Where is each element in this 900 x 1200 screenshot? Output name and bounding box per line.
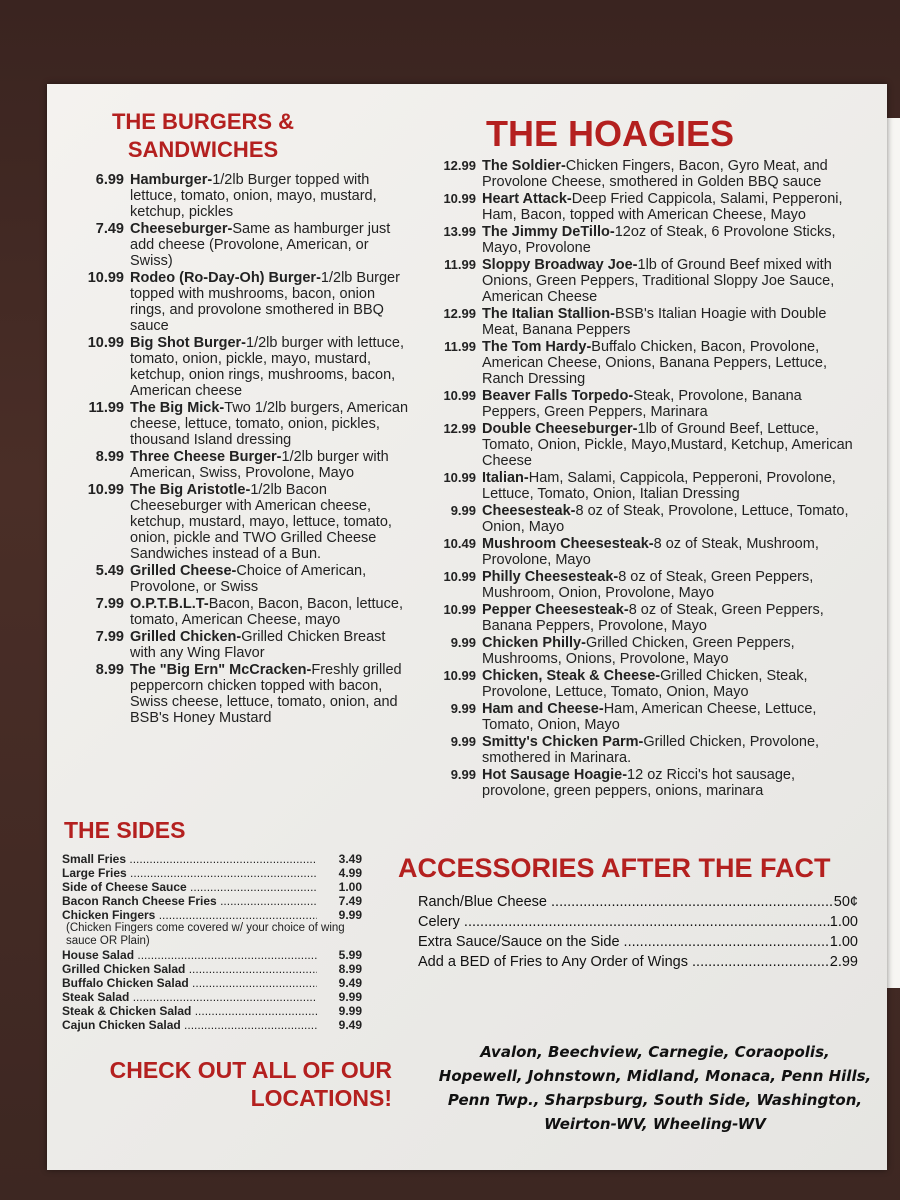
side-item-name: Cajun Chicken Salad ..... xyxy=(62,1018,317,1032)
side-item-price: 7.49 xyxy=(338,894,362,908)
side-item-price: 9.49 xyxy=(338,976,362,990)
burger-item-price: 7.49 xyxy=(95,221,124,237)
hoagie-item-price: 11.99 xyxy=(444,339,476,354)
side-item-name: Bacon Ranch Cheese Fries ..... xyxy=(62,894,317,908)
hoagie-item-price: 10.49 xyxy=(443,536,476,551)
hoagie-item-name: Italian- xyxy=(482,470,529,486)
burger-item-text xyxy=(130,400,411,448)
hoagie-item-text xyxy=(482,536,855,568)
burger-item-price: 7.99 xyxy=(95,596,124,612)
hoagie-item-price: 9.99 xyxy=(450,734,476,749)
side-item xyxy=(62,976,362,990)
accessory-item-name: Add a BED of Fries to Any Order of Wings ..... xyxy=(418,952,830,972)
accessories-heading: ACCESSORIES AFTER THE FACT xyxy=(398,853,831,883)
side-item-name: Large Fries ..... xyxy=(62,866,317,880)
hoagies-list xyxy=(440,158,855,799)
hoagie-item-description: 12 oz Ricci's hot sausage, provolone, green peppers, onions, marinara xyxy=(482,767,796,799)
location-line: Penn Twp., Sharpsburg, South Side, Washington, xyxy=(447,1091,863,1109)
hoagie-item-name: Chicken Philly- xyxy=(482,635,586,651)
burger-item-text xyxy=(130,596,411,628)
burger-item xyxy=(66,449,411,481)
burger-item-price: 10.99 xyxy=(87,482,124,498)
burger-item-description: Same as hamburger just add cheese (Provolone, American, or Swiss) xyxy=(130,221,391,269)
hoagie-item xyxy=(440,767,855,799)
hoagie-item xyxy=(440,224,855,256)
burger-item-name: The Big Mick- xyxy=(130,400,225,416)
side-item-price: 1.00 xyxy=(338,880,362,894)
hoagie-item-name: Hot Sausage Hoagie- xyxy=(482,767,628,783)
hoagie-item-price: 13.99 xyxy=(443,224,476,239)
location-line: Weirton-WV, Wheeling-WV xyxy=(544,1115,766,1133)
hoagie-item-description: 8 oz of Steak, Provolone, Lettuce, Tomato, Onion, Mayo xyxy=(482,503,849,535)
hoagie-item-name: Beaver Falls Torpedo- xyxy=(482,388,634,404)
hoagie-item-price: 10.99 xyxy=(443,668,476,683)
hoagie-item-price: 9.99 xyxy=(450,701,476,716)
hoagie-item-price: 12.99 xyxy=(443,306,476,321)
hoagie-item-description: Deep Fried Cappicola, Salami, Pepperoni, Ham, Bacon, topped with American Cheese, Mayo xyxy=(482,191,843,223)
hoagie-item-description: 8 oz of Steak, Green Peppers, Banana Peppers, Provolone, Mayo xyxy=(482,602,824,634)
locations-list xyxy=(432,1040,878,1136)
hoagie-item-price: 10.99 xyxy=(443,602,476,617)
hoagie-item-name: Heart Attack- xyxy=(482,191,572,207)
side-item xyxy=(62,990,362,1004)
hoagie-item-text xyxy=(482,668,855,700)
burgers-heading: THE BURGERS & SANDWICHES xyxy=(111,109,295,162)
hoagie-item-text xyxy=(482,734,855,766)
hoagies-heading: THE HOAGIES xyxy=(486,113,735,154)
hoagie-item-text xyxy=(482,421,855,469)
hoagie-item xyxy=(440,569,855,601)
side-item-price: 9.99 xyxy=(338,908,362,922)
burgers-section xyxy=(66,108,411,727)
hoagie-item-text xyxy=(482,503,855,535)
burger-item xyxy=(66,172,411,220)
burger-item-text xyxy=(130,270,411,334)
hoagie-item-name: Ham and Cheese- xyxy=(482,701,604,717)
hoagie-item-price: 10.99 xyxy=(443,569,476,584)
accessory-item-price: 2.99 xyxy=(829,954,858,970)
hoagie-item-name: Smitty's Chicken Parm- xyxy=(482,734,644,750)
hoagie-item-text xyxy=(482,224,855,256)
side-item-price: 9.99 xyxy=(338,990,362,1004)
burgers-list xyxy=(66,172,411,726)
hoagie-item xyxy=(440,388,855,420)
burger-item-name: Big Shot Burger- xyxy=(130,335,246,351)
hoagie-item-text xyxy=(482,158,855,190)
hoagie-item-price: 11.99 xyxy=(444,257,476,272)
side-item-price: 8.99 xyxy=(338,962,362,976)
burger-item-text xyxy=(130,563,411,595)
burger-item-price: 10.99 xyxy=(87,270,124,286)
hoagie-item xyxy=(440,668,855,700)
burger-item-name: The "Big Ern" McCracken- xyxy=(130,662,312,678)
hoagie-item xyxy=(440,306,855,338)
hoagie-item-price: 9.99 xyxy=(450,767,476,782)
hoagie-item-text xyxy=(482,767,855,799)
burger-item xyxy=(66,662,411,726)
side-item xyxy=(62,962,362,976)
side-item-price: 9.99 xyxy=(338,1004,362,1018)
side-item xyxy=(62,948,362,962)
side-item-name: Steak & Chicken Salad ..... xyxy=(62,1004,317,1018)
hoagie-item-name: The Soldier- xyxy=(482,158,566,174)
hoagie-item xyxy=(440,339,855,387)
hoagie-item-price: 9.99 xyxy=(450,503,476,518)
burger-item-description: Bacon, Bacon, Bacon, lettuce, tomato, American Cheese, mayo xyxy=(130,596,403,628)
hoagie-item-description: 1lb of Ground Beef mixed with Onions, Green Peppers, Traditional Sloppy Joe Sauce, American Cheese xyxy=(482,257,835,305)
burger-item-price: 8.99 xyxy=(95,449,124,465)
side-item xyxy=(62,894,362,908)
hoagie-item-price: 9.99 xyxy=(450,635,476,650)
hoagie-item-price: 10.99 xyxy=(443,191,476,206)
accessory-item xyxy=(418,932,858,952)
burger-item-name: Grilled Chicken- xyxy=(130,629,242,645)
burger-item-name: Hamburger- xyxy=(130,172,213,188)
location-line: Avalon, Beechview, Carnegie, Coraopolis, xyxy=(480,1043,830,1061)
hoagie-item-text xyxy=(482,388,855,420)
hoagie-item-text xyxy=(482,569,855,601)
hoagie-item xyxy=(440,470,855,502)
accessory-item xyxy=(418,892,858,912)
burger-item xyxy=(66,482,411,562)
burger-item-price: 8.99 xyxy=(95,662,124,678)
side-item-price: 3.49 xyxy=(338,852,362,866)
burger-item xyxy=(66,563,411,595)
side-item-name: Side of Cheese Sauce ..... xyxy=(62,880,317,894)
location-line: Hopewell, Johnstown, Midland, Monaca, Penn Hills, xyxy=(438,1067,872,1085)
hoagie-item-name: Mushroom Cheesesteak- xyxy=(482,536,654,552)
sides-heading: THE SIDES xyxy=(64,817,186,843)
side-item-name: House Salad ..... xyxy=(62,948,317,962)
side-item-price: 5.99 xyxy=(338,948,362,962)
side-item-price: 4.99 xyxy=(338,866,362,880)
side-item xyxy=(62,880,362,894)
burger-item-description: 1/2lb burger with lettuce, tomato, onion, pickle, mayo, mustard, ketchup, onion rings, mushrooms, bacon, American cheese xyxy=(130,335,404,399)
side-item-name: Chicken Fingers ..... xyxy=(62,908,317,922)
hoagie-item xyxy=(440,191,855,223)
hoagie-item-text xyxy=(482,470,855,502)
hoagie-item xyxy=(440,635,855,667)
hoagie-item-text xyxy=(482,339,855,387)
accessory-item-name: Ranch/Blue Cheese ..... xyxy=(418,892,834,912)
burger-item-text xyxy=(130,172,411,220)
hoagie-item-name: Double Cheeseburger- xyxy=(482,421,638,437)
burger-item-description: Grilled Chicken Breast with any Wing Flavor xyxy=(130,629,386,661)
burger-item xyxy=(66,270,411,334)
accessory-item-price: 50¢ xyxy=(833,894,858,910)
accessory-item-price: 1.00 xyxy=(829,934,858,950)
hoagie-item xyxy=(440,701,855,733)
burger-item-price: 11.99 xyxy=(88,400,124,416)
hoagie-item-text xyxy=(482,602,855,634)
hoagie-item-description: 8 oz of Steak, Green Peppers, Mushroom, Onion, Provolone, Mayo xyxy=(482,569,814,601)
hoagie-item xyxy=(440,536,855,568)
side-item xyxy=(62,866,362,880)
burger-item-description: Choice of American, Provolone, or Swiss xyxy=(130,563,367,595)
hoagie-item-description: 1lb of Ground Beef, Lettuce, Tomato, Onion, Pickle, Mayo,Mustard, Ketchup, American Cheese xyxy=(482,421,853,469)
burger-item-description: Freshly grilled peppercorn chicken topped with bacon, Swiss cheese, lettuce, tomato, onion, and BSB's Honey Mustard xyxy=(130,662,402,726)
hoagie-item-description: Grilled Chicken, Green Peppers, Mushrooms, Onions, Provolone, Mayo xyxy=(482,635,795,667)
accessory-item-price: 1.00 xyxy=(829,914,858,930)
burger-item-price: 10.99 xyxy=(87,335,124,351)
burger-item xyxy=(66,221,411,269)
burger-item-text xyxy=(130,449,411,481)
hoagie-item-text xyxy=(482,306,855,338)
burger-item xyxy=(66,596,411,628)
hoagie-item-name: Cheesesteak- xyxy=(482,503,576,519)
hoagie-item-name: The Tom Hardy- xyxy=(482,339,592,355)
burger-item-description: 1/2lb Burger topped with lettuce, tomato, onion, mayo, mustard, ketchup, pickles xyxy=(130,172,377,220)
hoagie-item xyxy=(440,158,855,190)
hoagie-item-name: Sloppy Broadway Joe- xyxy=(482,257,638,273)
side-item-note: (Chicken Fingers come covered w/ your choice of wing sauce OR Plain) xyxy=(66,922,345,947)
side-item-name: Small Fries ..... xyxy=(62,852,317,866)
hoagie-item-name: Chicken, Steak & Cheese- xyxy=(482,668,661,684)
hoagie-item-description: Ham, American Cheese, Lettuce, Tomato, Onion, Mayo xyxy=(482,701,817,733)
hoagie-item-text xyxy=(482,701,855,733)
accessory-item-name: Celery ..... xyxy=(418,912,830,932)
hoagie-item-text xyxy=(482,191,855,223)
hoagie-item-description: 12oz of Steak, 6 Provolone Sticks, Mayo, Provolone xyxy=(482,224,836,256)
side-item-price: 9.49 xyxy=(338,1018,362,1032)
burger-item-text xyxy=(130,662,411,726)
accessory-item xyxy=(418,952,858,972)
hoagie-item-description: BSB's Italian Hoagie with Double Meat, Banana Peppers xyxy=(482,306,827,338)
hoagie-item xyxy=(440,257,855,305)
hoagie-item xyxy=(440,503,855,535)
hoagie-item-name: The Italian Stallion- xyxy=(482,306,615,322)
sides-list xyxy=(62,852,362,1032)
accessory-item xyxy=(418,912,858,932)
side-item xyxy=(62,1004,362,1018)
hoagie-item-price: 12.99 xyxy=(443,158,476,173)
burger-item xyxy=(66,335,411,399)
hoagie-item-description: Steak, Provolone, Banana Peppers, Green Peppers, Marinara xyxy=(482,388,802,420)
burger-item-name: Grilled Cheese- xyxy=(130,563,237,579)
hoagie-item-description: Grilled Chicken, Steak, Provolone, Lettuce, Tomato, Onion, Mayo xyxy=(482,668,808,700)
burger-item-text xyxy=(130,482,411,562)
side-item xyxy=(62,1018,362,1032)
burger-item xyxy=(66,629,411,661)
burger-item-text xyxy=(130,335,411,399)
burger-item-name: Cheeseburger- xyxy=(130,221,233,237)
burger-item-price: 6.99 xyxy=(95,172,124,188)
accessories-list xyxy=(418,892,858,972)
burger-item-description: 1/2lb Burger topped with mushrooms, bacon, onion rings, and provolone smothered in BBQ sauce xyxy=(130,270,400,334)
locations-heading: CHECK OUT ALL OF OUR LOCATIONS! xyxy=(109,1057,392,1111)
hoagie-item-name: The Jimmy DeTillo- xyxy=(482,224,615,240)
hoagie-item-description: 8 oz of Steak, Mushroom, Provolone, Mayo xyxy=(482,536,819,568)
burger-item-name: O.P.T.B.L.T- xyxy=(130,596,209,612)
hoagie-item-description: Chicken Fingers, Bacon, Gyro Meat, and Provolone Cheese, smothered in Golden BBQ sauce xyxy=(482,158,828,190)
burger-item-text xyxy=(130,629,411,661)
hoagie-item xyxy=(440,602,855,634)
accessory-item-name: Extra Sauce/Sauce on the Side ..... xyxy=(418,932,830,952)
burger-item-description: Two 1/2lb burgers, American cheese, lettuce, tomato, onion, pickles, thousand Island dressing xyxy=(130,400,409,448)
hoagie-item-text xyxy=(482,257,855,305)
burger-item-description: 1/2lb Bacon Cheeseburger with American cheese, ketchup, mustard, mayo, lettuce, tomato, onion, pickle and TWO Grilled Cheese Sandwiches instead of a Bun. xyxy=(130,482,392,562)
burger-item xyxy=(66,400,411,448)
side-item-name: Steak Salad ..... xyxy=(62,990,317,1004)
hoagie-item-price: 12.99 xyxy=(443,421,476,436)
hoagie-item-price: 10.99 xyxy=(443,388,476,403)
burger-item-name: Three Cheese Burger- xyxy=(130,449,282,465)
hoagie-item-description: Grilled Chicken, Provolone, smothered in Marinara. xyxy=(482,734,820,766)
hoagies-section xyxy=(440,112,855,800)
hoagie-item-text xyxy=(482,635,855,667)
side-item-name: Grilled Chicken Salad ..... xyxy=(62,962,317,976)
side-item xyxy=(62,908,362,922)
hoagie-item xyxy=(440,734,855,766)
hoagie-item xyxy=(440,421,855,469)
hoagie-item-name: Pepper Cheesesteak- xyxy=(482,602,629,618)
burger-item-name: Rodeo (Ro-Day-Oh) Burger- xyxy=(130,270,321,286)
burger-item-price: 5.49 xyxy=(95,563,124,579)
side-item xyxy=(62,852,362,866)
hoagie-item-name: Philly Cheesesteak- xyxy=(482,569,619,585)
burger-item-text xyxy=(130,221,411,269)
hoagie-item-description: Ham, Salami, Cappicola, Pepperoni, Provolone, Lettuce, Tomato, Onion, Italian Dressing xyxy=(482,470,836,502)
hoagie-item-price: 10.99 xyxy=(443,470,476,485)
hoagie-item-description: Buffalo Chicken, Bacon, Provolone, American Cheese, Onions, Banana Peppers, Lettuce, Ranch Dressing xyxy=(482,339,827,387)
burger-item-price: 7.99 xyxy=(95,629,124,645)
side-item-name: Buffalo Chicken Salad ..... xyxy=(62,976,317,990)
burger-item-name: The Big Aristotle- xyxy=(130,482,251,498)
burger-item-description: 1/2lb burger with American, Swiss, Provolone, Mayo xyxy=(130,449,389,481)
